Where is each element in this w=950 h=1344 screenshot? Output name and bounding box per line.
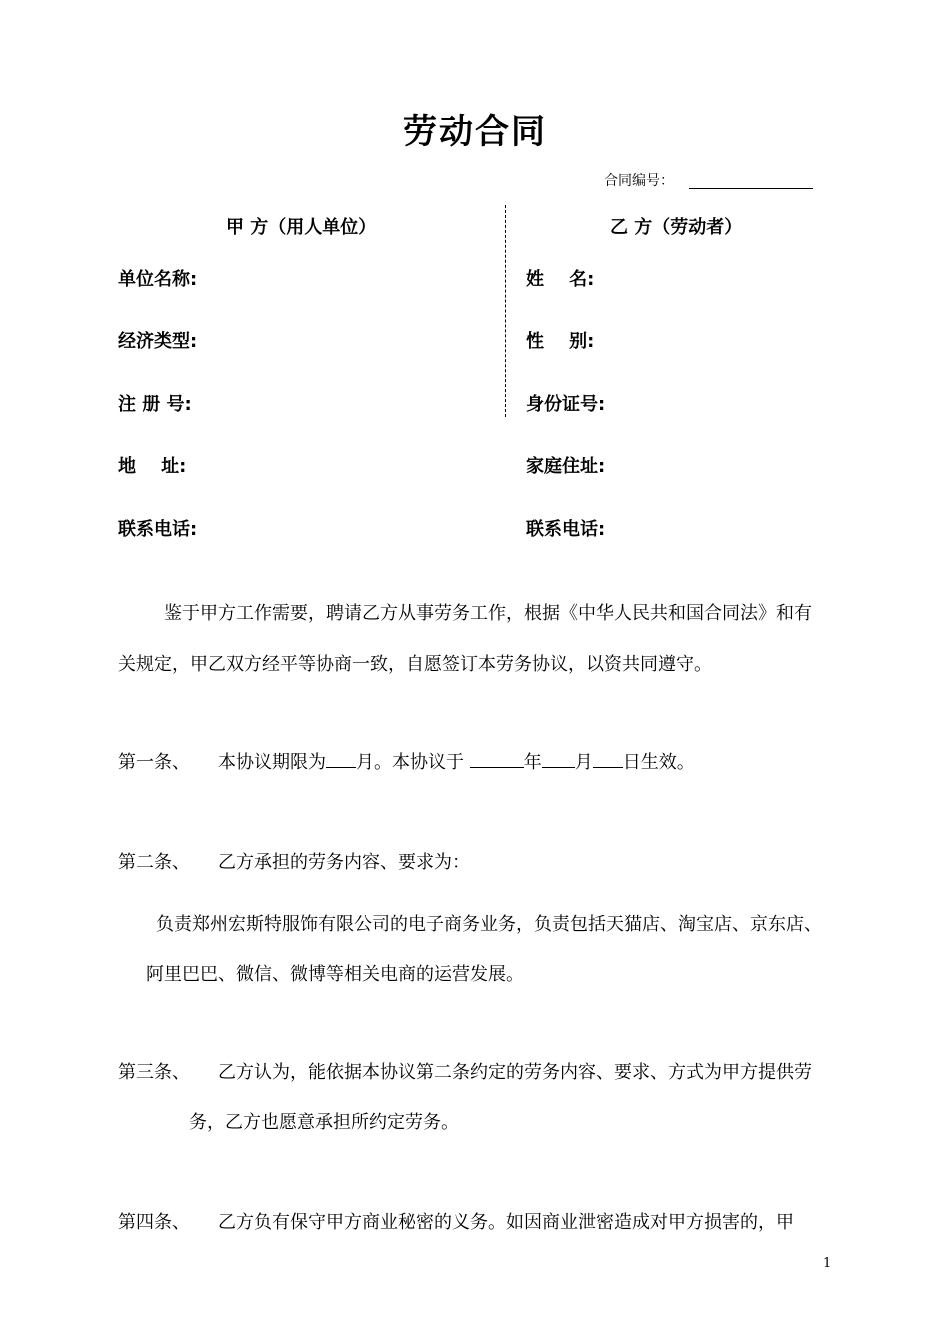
year-label: 年 <box>523 752 542 773</box>
term-months-blank[interactable] <box>326 749 356 768</box>
article-1-effective-text: 月。本协议于 <box>356 752 470 773</box>
article-1-term-text: 本协议期限为 <box>218 752 326 773</box>
article-4-text-line-1: 乙方负有保守甲方商业秘密的义务。如因商业泄密造成对甲方损害的，甲 <box>218 1212 794 1233</box>
year-blank[interactable] <box>470 749 524 768</box>
article-1-text <box>218 748 695 774</box>
article-1-number: 第一条、 <box>118 752 190 773</box>
party-b-phone-label: 联系电话: <box>526 519 606 540</box>
article-3-text-line-1: 乙方认为，能依据本协议第二条约定的劳务内容、要求、方式为甲方提供劳 <box>218 1062 812 1083</box>
party-b-heading: 乙 方（劳动者） <box>610 217 743 238</box>
party-a-economic-type-label: 经济类型: <box>118 331 198 352</box>
party-b-home-address-label: 家庭住址: <box>526 456 606 477</box>
month-label: 月 <box>574 752 593 773</box>
intro-line-1: 鉴于甲方工作需要，聘请乙方从事劳务工作，根据《中华人民共和国合同法》和有 <box>164 603 812 624</box>
day-blank[interactable] <box>593 749 623 768</box>
page-number: 1 <box>823 1256 832 1271</box>
day-effective-label: 日生效。 <box>622 752 695 773</box>
page-title: 劳动合同 <box>403 112 547 152</box>
contract-number-blank[interactable] <box>689 188 813 189</box>
party-a-address-label: 地 址: <box>118 456 187 477</box>
article-2-detail-line-2: 阿里巴巴、微信、微博等相关电商的运营发展。 <box>146 964 524 985</box>
party-a-registration-label: 注 册 号: <box>118 394 192 415</box>
party-a-heading: 甲 方（用人单位） <box>226 217 377 238</box>
party-a-phone-label: 联系电话: <box>118 519 198 540</box>
party-b-name-label: 姓 名: <box>526 269 595 290</box>
contract-number-label: 合同编号： <box>604 173 674 189</box>
party-b-id-label: 身份证号: <box>526 394 606 415</box>
article-3-number: 第三条、 <box>118 1062 190 1083</box>
column-divider <box>505 205 506 417</box>
intro-line-2: 关规定，甲乙双方经平等协商一致，自愿签订本劳务协议，以资共同遵守。 <box>118 654 712 675</box>
month-blank[interactable] <box>542 749 575 768</box>
party-a-unit-name-label: 单位名称: <box>118 269 198 290</box>
article-2-number: 第二条、 <box>118 852 190 873</box>
article-2-text: 乙方承担的劳务内容、要求为： <box>218 852 470 873</box>
article-4-number: 第四条、 <box>118 1212 190 1233</box>
article-3-text-line-2: 务，乙方也愿意承担所约定劳务。 <box>189 1112 459 1133</box>
party-b-gender-label: 性 别: <box>526 331 595 352</box>
article-2-detail-line-1: 负责郑州宏斯特服饰有限公司的电子商务业务，负责包括天猫店、淘宝店、京东店、 <box>156 914 822 935</box>
